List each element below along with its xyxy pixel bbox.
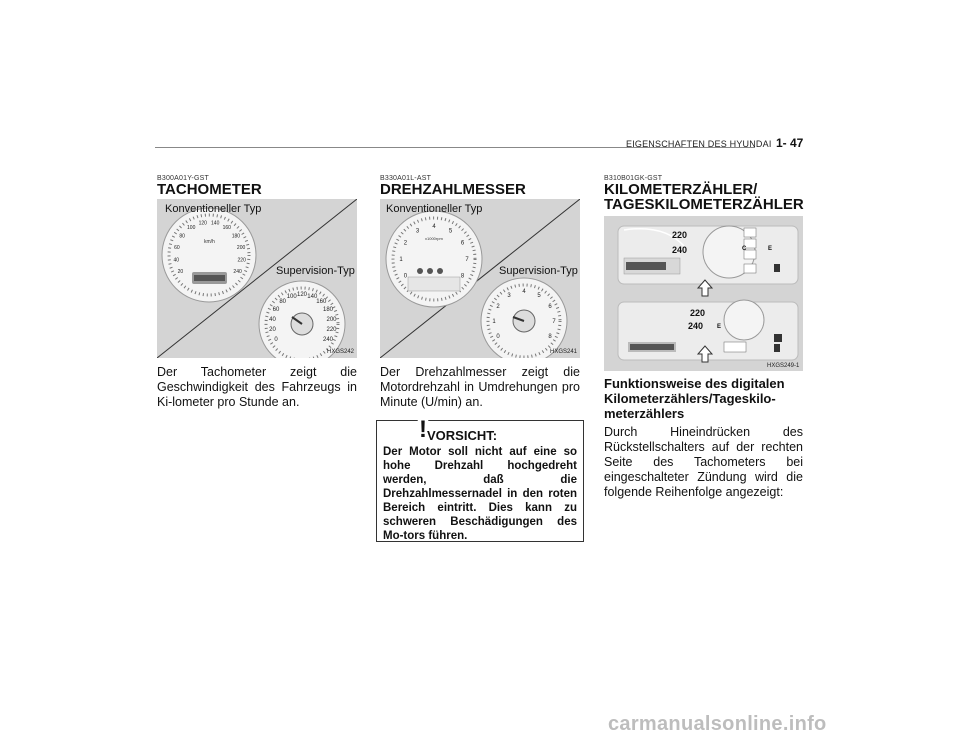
figure-code: HXGS249-1 [767, 363, 800, 369]
rpm-tick-label-0: 0 [496, 334, 500, 340]
fuel-letter-c: C [742, 246, 747, 252]
section-title-line2: TAGESKILOMETERZÄHLER [604, 196, 804, 213]
tick-label-100: 100 [286, 293, 297, 300]
svg-text:!: ! [419, 416, 427, 443]
rpm-illustration [380, 199, 580, 358]
tick-label-60: 60 [174, 244, 180, 251]
rpm-tick-label-0: 0 [403, 273, 408, 280]
label-conventional-type: Konventioneller Typ [165, 203, 262, 215]
tick-label-160: 160 [316, 299, 327, 305]
tick-label-80: 80 [179, 233, 185, 240]
rpm-tick-label-6: 6 [548, 304, 552, 310]
tick-label-40: 40 [173, 257, 180, 264]
tachometer-figure [157, 199, 357, 358]
tick-label-160: 160 [222, 224, 231, 231]
tick-label-100: 100 [187, 224, 196, 231]
page-number: 1- 47 [776, 136, 804, 150]
rpm-tick-label-4: 4 [522, 289, 526, 295]
tick-label-80: 80 [279, 299, 287, 305]
rpm-tick-label-1: 1 [399, 257, 403, 263]
tick-label-40: 40 [269, 316, 276, 323]
tick-label-240: 240 [233, 269, 242, 276]
dash-speed-220-b: 220 [690, 308, 706, 318]
section-title: TACHOMETER [157, 181, 262, 198]
fuel-letter-e: E [768, 246, 773, 252]
rpm-tick-label-5: 5 [448, 228, 453, 235]
rpm-tick-label-8: 8 [548, 334, 552, 340]
section-code: B310B01GK-GST [604, 175, 663, 182]
rpm-unit: x1000rpm [425, 236, 443, 241]
tick-label-120: 120 [198, 220, 207, 227]
odometer-description: Durch Hineindrücken des Rückstellschalters auf der rechten Seite des Tachometers bei eingeschalteter Zündung wird die folgende Reihenfolge angezeigt: [604, 425, 803, 499]
rpm-tick-label-5: 5 [537, 293, 541, 299]
watermark: carmanualsonline.info [608, 713, 827, 735]
tachometer-illustration [157, 199, 357, 358]
tick-label-180: 180 [231, 233, 241, 240]
rpm-figure [380, 199, 580, 358]
tick-label-60: 60 [272, 307, 280, 313]
rpm-tick-label-4: 4 [432, 224, 436, 230]
dash-speed-220: 220 [672, 230, 688, 240]
tick-label-180: 180 [322, 307, 334, 313]
tick-label-0: 0 [274, 337, 278, 343]
rpm-tick-label-7: 7 [465, 257, 469, 263]
tick-label-220: 220 [237, 257, 246, 264]
label-supervision-type: Supervision-Typ [499, 265, 578, 277]
label-conventional-type: Konventioneller Typ [386, 203, 483, 215]
odometer-illustration [604, 216, 803, 371]
rpm-tick-label-7: 7 [552, 319, 556, 325]
section-code: B300A01Y-GST [157, 175, 209, 182]
rpm-tick-label-8: 8 [460, 273, 465, 280]
tick-label-200: 200 [326, 316, 337, 323]
warning-box [376, 416, 584, 542]
rpm-tick-label-2: 2 [403, 240, 408, 247]
gauge-unit: km/h [204, 239, 215, 245]
rpm-tick-label-1: 1 [492, 319, 496, 325]
tick-label-140: 140 [307, 293, 318, 300]
tick-label-20: 20 [177, 269, 184, 276]
rpm-description: Der Drehzahlmesser zeigt die Motordrehzahl in Umdrehungen pro Minute (U/min) an. [380, 365, 580, 409]
tick-label-240: 240 [322, 337, 334, 343]
tick-label-220: 220 [326, 327, 337, 334]
label-supervision-type: Supervision-Typ [276, 265, 355, 277]
tick-label-140: 140 [211, 220, 220, 227]
figure-code: HXGS241 [550, 349, 578, 355]
tick-label-120: 120 [296, 292, 308, 298]
figure-code: HXGS242 [327, 349, 355, 355]
fuel-letter-e-b: E [717, 324, 722, 330]
dash-speed-240-b: 240 [688, 321, 704, 331]
tick-label-200: 200 [236, 244, 246, 251]
conventional-speedometer-dial [162, 208, 256, 302]
rpm-tick-label-3: 3 [507, 293, 511, 299]
rpm-tick-label-6: 6 [460, 240, 465, 247]
warning-text: Der Motor soll nicht auf eine so hohe Drehzahl hochgedreht werden, daß die Drehzahlmessernadel in den roten Bereich eintritt. Dies kann zu schweren Beschädigungen des Mo-tors führen. [383, 446, 577, 542]
rpm-tick-label-2: 2 [496, 304, 500, 310]
tachometer-description: Der Tachometer zeigt die Geschwindigkeit des Fahrzeugs in Ki-lometer pro Stunde an. [157, 365, 357, 409]
section-code: B330A01L-AST [380, 175, 432, 182]
section-header: EIGENSCHAFTEN DES HYUNDAI [626, 139, 772, 149]
dash-speed-240: 240 [672, 245, 688, 255]
tick-label-20: 20 [269, 327, 276, 334]
warning-title: VORSICHT: [427, 428, 498, 443]
section-title: DREHZAHLMESSER [380, 181, 526, 198]
section-title-line1: KILOMETERZÄHLER/ [604, 181, 758, 198]
cluster-top [618, 226, 798, 284]
rpm-tick-label-3: 3 [415, 228, 420, 235]
subheading: Funktionsweise des digitalen Kilometerzählers/Tageskilo-meterzählers [604, 376, 785, 421]
odometer-figure [604, 216, 803, 371]
